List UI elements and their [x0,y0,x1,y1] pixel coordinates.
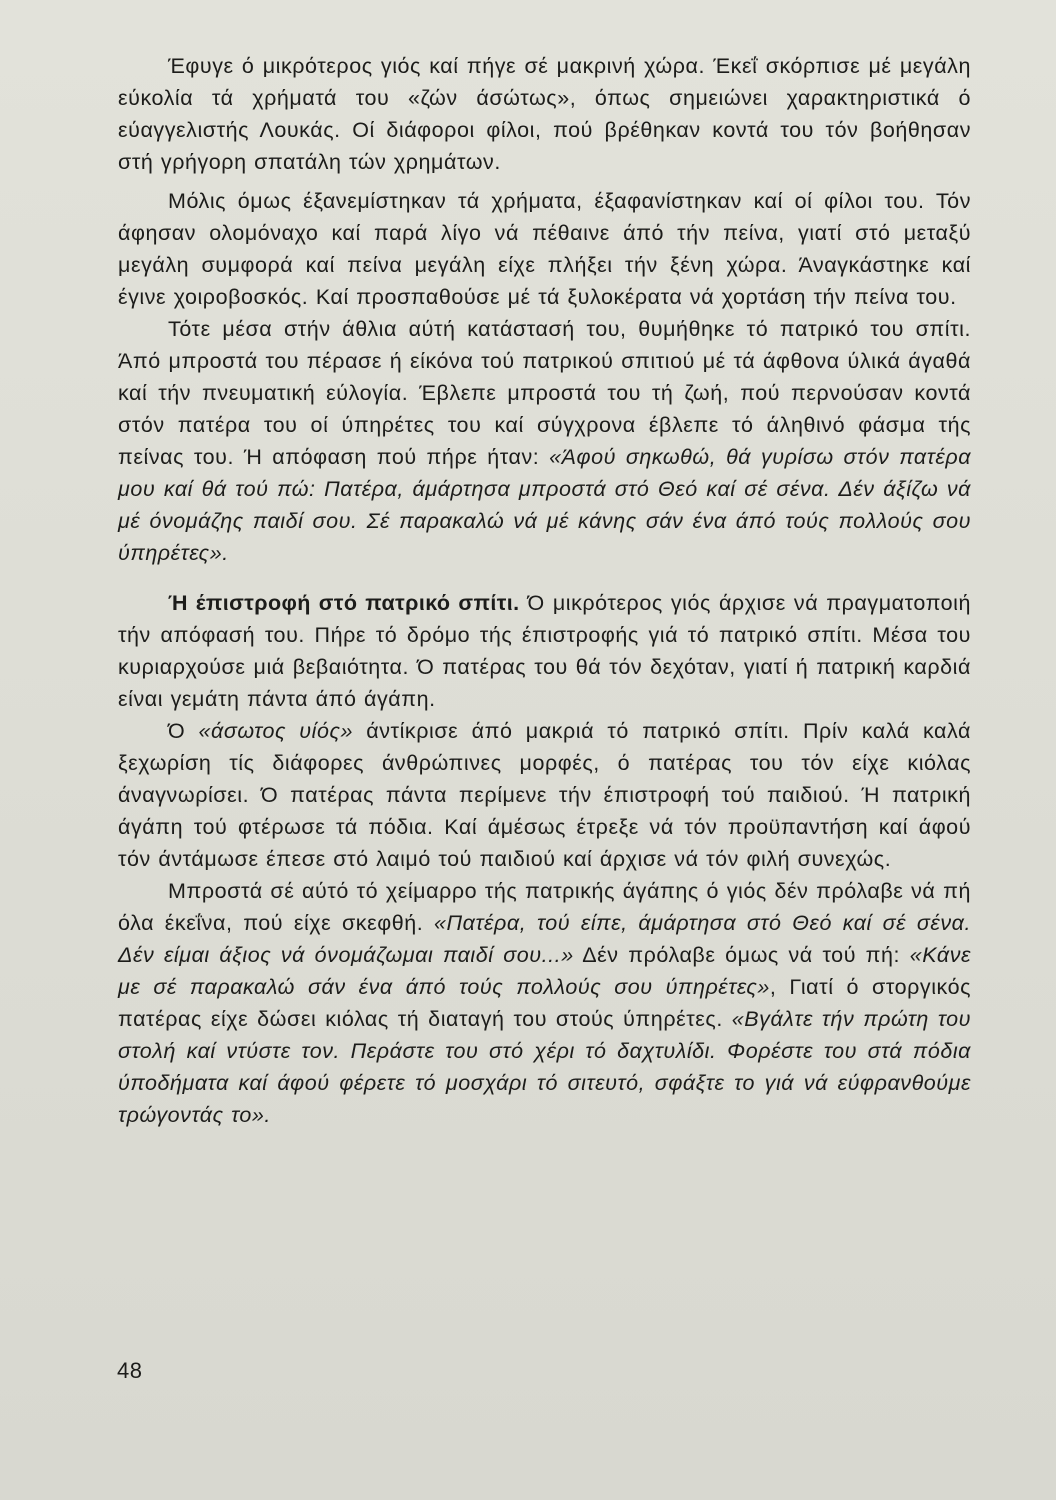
paragraph-1-text: Έφυγε ό μικρότερος γιός καί πήγε σέ μακρινή χώρα. Έκεΐ σκόρπισε μέ μεγάλη εύκολία τά χρήματά του «ζών άσώτως», όπως σημειώνει χαρακτηριστικά ό εύαγγελιστής Λουκάς. Οί διάφοροι φίλοι, πού βρέθηκαν κοντά του τόν βοήθησαν στή γρήγορη σπατάλη τών χρημάτων. [118,54,971,174]
paragraph-6-quote-3: «Βγάλτε τήν πρώτη του στολή καί ντύστε τον. Περάστε του στό χέρι τό δαχτυλίδι. Φορέστε του στά πόδια ύποδήματα καί άφού φέρετε τό μοσχάρι τό σιτευτό, σφάξτε το γιά νά εύφρανθούμε τρώγοντάς το». [118,1007,971,1127]
paragraph-5-quote: «άσωτος υίός» [198,719,353,743]
paragraph-5 [118,715,971,875]
paragraph-6-quote-2: «Κάνε με σέ παρακαλώ σάν ένα άπό τούς πολλούς σου ύπηρέτες» [118,943,971,999]
paragraph-3-quote: «Άφού σηκωθώ, θά γυρίσω στόν πατέρα μου καί θά τού πώ: Πατέρα, άμάρτησα μπροστά στό Θεό καί σέ σένα. Δέν άξίζω νά μέ όνομάζης παιδί σου. Σέ παρακαλώ νά μέ κάνης σάν ένα άπό τούς πολλούς σου ύπηρέτες». [118,445,972,565]
paragraph-2 [118,185,971,313]
paragraph-4 [118,587,971,715]
paragraph-3-text: Τότε μέσα στήν άθλια αύτή κατάστασή του, θυμήθηκε τό πατρικό του σπίτι. Άπό μπροστά του πέρασε ή είκόνα τού πατρικού σπιτιού μέ τά άφθονα ύλικά άγαθά καί τήν πνευματική εύλογία. Έβλεπε μπροστά του τή ζωή, πού περνούσαν κοντά στόν πατέρα του οί ύπηρέτες του καί σύγχρονα έβλεπε τό άληθινό φάσμα τής πείνας του. Ή απόφαση πού πήρε ήταν: [118,317,971,469]
paragraph-5-text-a: Ό [168,719,199,743]
paragraph-3 [118,313,971,569]
paragraph-4-text: Ό μικρότερος γιός άρχισε νά πραγματοποιή τήν απόφασή του. Πήρε τό δρόμο τής έπιστροφής γιά τό πατρικό σπίτι. Μέσα του κυριαρχούσε μιά βεβαιότητα. Ό πατέρας του θά τόν δεχόταν, γιατί ή πατρική καρδιά είναι γεμάτη πάντα άπό άγάπη. [118,591,971,711]
paragraph-6-text-b: Δέν πρόλαβε όμως νά τού πή: [573,943,910,967]
body-text [118,50,971,1131]
paragraph-5-text-b: άντίκρισε άπό μακριά τό πατρικό σπίτι. Πρίν καλά καλά ξεχωρίση τίς διάφορες άνθρώπινες μορφές, ό πατέρας του τόν είχε κιόλας άναγνωρίσει. Ό πατέρας πάντα περίμενε τήν έπιστροφή τού παιδιού. Ή πατρική άγάπη τού φτέρωσε τά πόδια. Καί άμέσως έτρεξε νά τόν προϋπαντήση καί άφού τόν άντάμωσε έπεσε στό λαιμό τού παιδιού καί άρχισε νά τόν φιλή συνεχώς. [118,719,971,871]
paragraph-6-text-c: , Γιατί ό στοργικός πατέρας είχε δώσει κιόλας τή διαταγή του στούς ύπηρέτες. [118,975,971,1031]
paragraph-2-text: Μόλις όμως έξανεμίστηκαν τά χρήματα, έξαφανίστηκαν καί οί φίλοι του. Τόν άφησαν ολομόναχο καί παρά λίγο νά πέθαινε άπό τήν πείνα, γιατί στό μεταξύ μεγάλη συμφορά καί πείνα μεγάλη είχε πλήξει τήν ξένη χώρα. Άναγκάστηκε καί έγινε χοιροβοσκός. Καί προσπαθούσε μέ τά ξυλοκέρατα νά χορτάση τήν πείνα του. [118,189,971,309]
section-heading: Ή έπιστροφή στό πατρικό σπίτι. [168,591,520,615]
paragraph-1 [118,50,971,178]
paragraph-6-text-a: Μπροστά σέ αύτό τό χείμαρρο τής πατρικής άγάπης ό γιός δέν πρόλαβε νά πή όλα έκεΐνα, πού είχε σκεφθή. [118,879,971,935]
paragraph-6-quote-1: «Πατέρα, τού είπε, άμάρτησα στό Θεό καί σέ σένα. Δέν είμαι άξιος νά όνομάζωμαι παιδί σου...» [118,911,971,967]
paragraph-6 [118,875,971,1131]
page-number: 48 [117,1358,143,1383]
